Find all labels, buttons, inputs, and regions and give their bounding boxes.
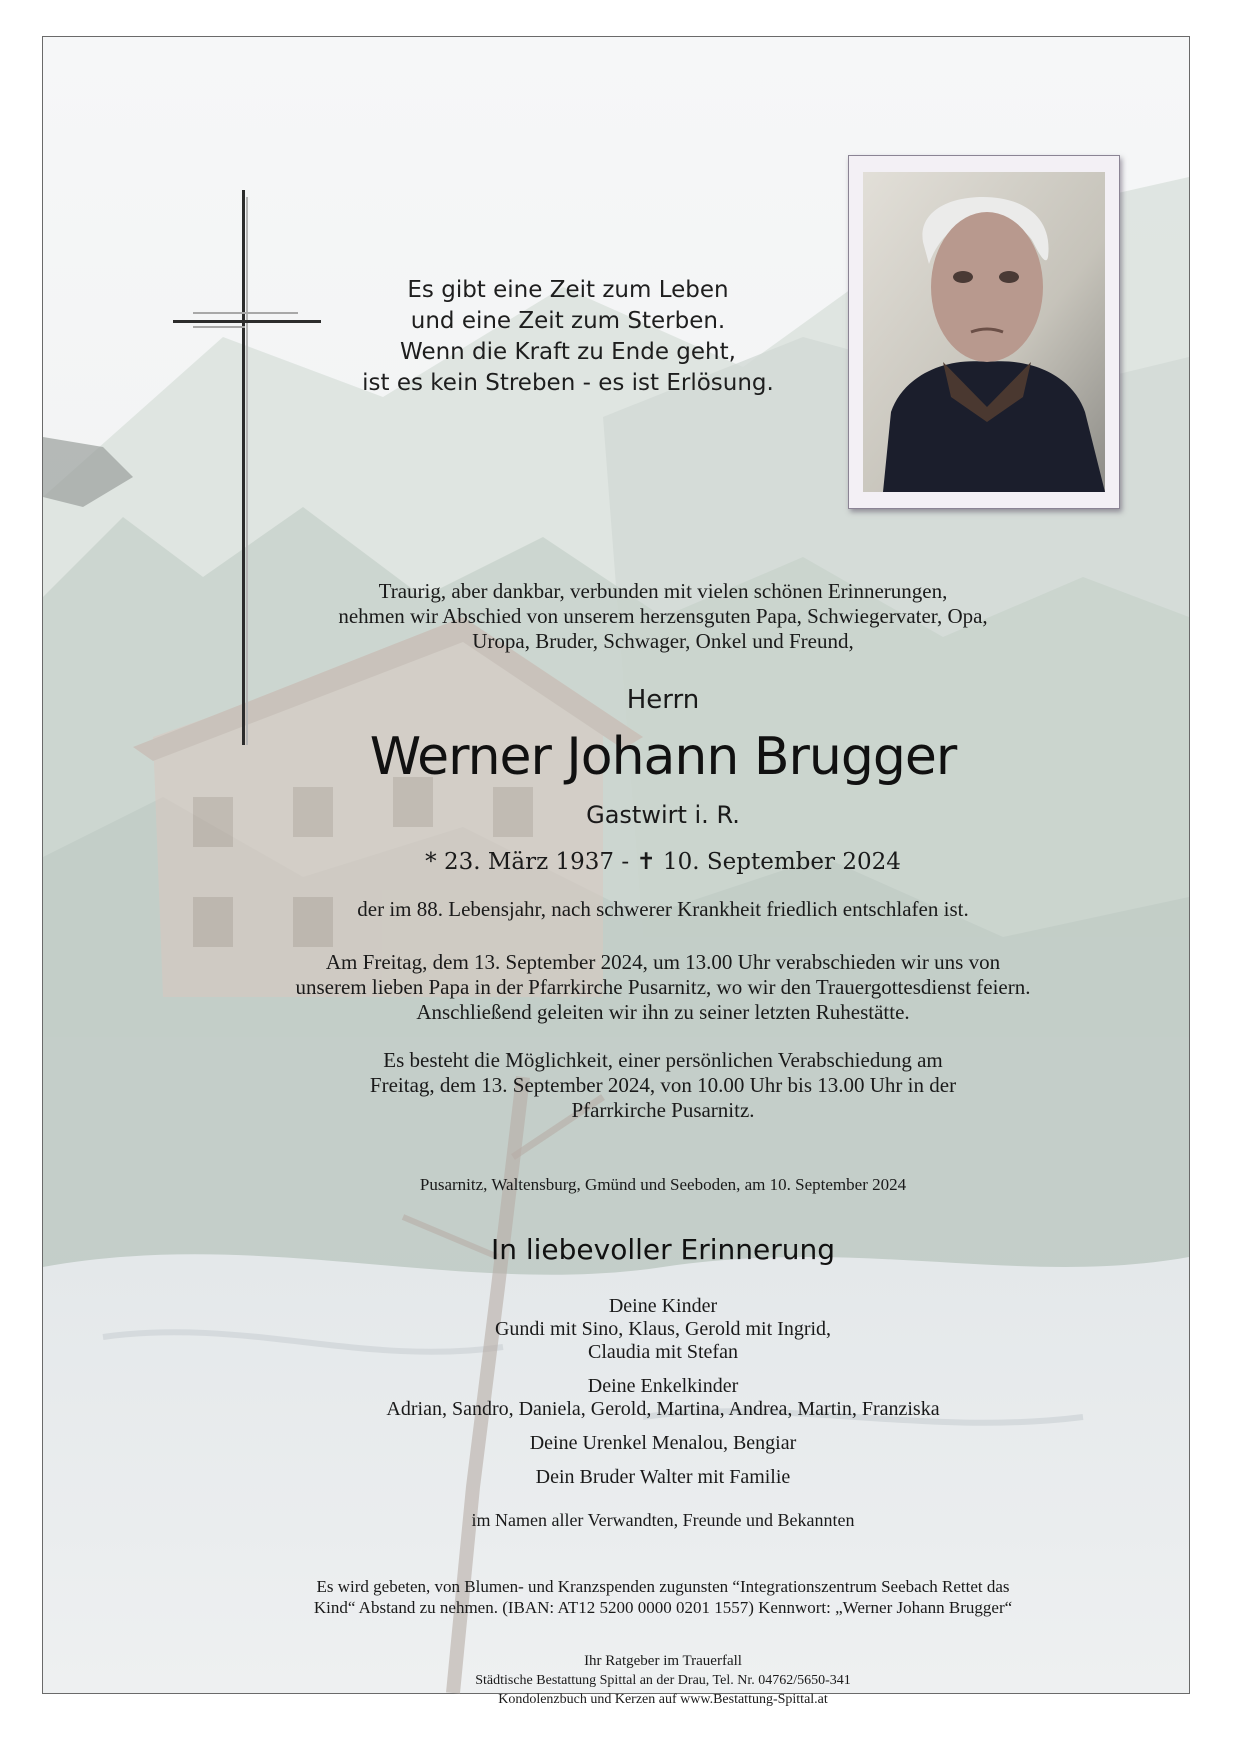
children-line: Claudia mit Stefan: [588, 1341, 738, 1363]
children-line: Gundi mit Sino, Klaus, Gerold mit Ingrid,: [494, 1318, 832, 1340]
motto-line: Es gibt eine Zeit zum Leben: [407, 277, 729, 303]
salutation: Herrn: [626, 685, 700, 715]
farewell-line: Pfarrkirche Pusarnitz.: [571, 1098, 755, 1122]
farewell-text: [223, 1048, 1103, 1123]
farewell-line: Es besteht die Möglichkeit, einer persönlichen Verabschiedung am: [383, 1048, 943, 1072]
grandchildren-names: Adrian, Sandro, Daniela, Gerold, Martina, Andrea, Martin, Franziska: [386, 1398, 940, 1420]
motto-verse: [358, 275, 778, 399]
request-line: Es wird gebeten, von Blumen- und Kranzspenden zugunsten “Integrationszentrum Seebach Rettet das: [316, 1577, 1010, 1596]
cross-shadow: [246, 197, 248, 745]
motto-line: ist es kein Streben - es ist Erlösung.: [362, 370, 774, 396]
request-line: Kind“ Abstand zu nehmen. (IBAN: AT12 5200 0000 0201 1557) Kennwort: „Werner Johann Brugger“: [313, 1598, 1013, 1617]
funeral-text: [223, 950, 1103, 1025]
portrait-frame: [848, 155, 1120, 509]
passing-line: der im 88. Lebensjahr, nach schwerer Krankheit friedlich entschlafen ist.: [357, 897, 969, 921]
motto-line: Wenn die Kraft zu Ende geht,: [400, 339, 736, 365]
mourners-list: [293, 1295, 1033, 1532]
cross-bar: [173, 320, 321, 323]
grandchildren-group: [293, 1375, 1033, 1421]
children-label: Deine Kinder: [608, 1295, 718, 1317]
footer-line: Städtische Bestattung Spittal an der Drau, Tel. Nr. 04762/5650-341: [475, 1673, 851, 1688]
footer: [343, 1652, 983, 1709]
intro-line: Uropa, Bruder, Schwager, Onkel und Freund,: [472, 629, 854, 653]
intro-line: nehmen wir Abschied von unserem herzensguten Papa, Schwiegervater, Opa,: [338, 604, 988, 628]
grandchildren-label: Deine Enkelkinder: [587, 1375, 739, 1397]
funeral-line: Anschließend geleiten wir ihn zu seiner letzten Ruhestätte.: [416, 1000, 910, 1024]
footer-heading: Ihr Ratgeber im Trauerfall: [584, 1653, 742, 1669]
brother-line: Dein Bruder Walter mit Familie: [535, 1466, 791, 1488]
passing-text: [223, 897, 1103, 922]
cross-bar-shadow: [193, 312, 298, 314]
funeral-line: Am Freitag, dem 13. September 2024, um 13.00 Uhr verabschieden wir uns von: [325, 950, 1001, 974]
footer-line: Kondolenzbuch und Kerzen auf www.Bestattung-Spittal.at: [498, 1692, 828, 1707]
donation-request: [223, 1576, 1103, 1618]
funeral-line: unserem lieben Papa in der Pfarrkirche Pusarnitz, wo wir den Trauergottesdienst feiern.: [295, 975, 1031, 999]
children-group: [293, 1295, 1033, 1364]
intro-text: [243, 579, 1083, 654]
deceased-name: Werner Johann Brugger: [369, 727, 957, 787]
intro-line: Traurig, aber dankbar, verbunden mit vielen schönen Erinnerungen,: [378, 579, 948, 603]
farewell-line: Freitag, dem 13. September 2024, von 10.00 Uhr bis 13.00 Uhr in der: [369, 1073, 957, 1097]
memory-heading: In liebevoller Erinnerung: [490, 1233, 836, 1266]
portrait-photo: [863, 172, 1105, 492]
place-date: Pusarnitz, Waltensburg, Gmünd und Seeboden, am 10. September 2024: [419, 1175, 907, 1194]
deceased-title: Gastwirt i. R.: [586, 801, 740, 829]
motto-line: und eine Zeit zum Sterben.: [410, 308, 726, 334]
great-grandchildren-line: Deine Urenkel Menalou, Bengiar: [529, 1432, 797, 1454]
closing-line: im Namen aller Verwandten, Freunde und Bekannten: [471, 1510, 855, 1530]
life-dates: * 23. März 1937 - ✝ 10. September 2024: [425, 849, 901, 875]
cross-icon: [242, 190, 245, 745]
obituary-page: [42, 36, 1190, 1707]
cross-bar-shadow: [193, 326, 245, 328]
brother-group: [293, 1466, 1033, 1489]
great-grandchildren: [293, 1432, 1033, 1455]
